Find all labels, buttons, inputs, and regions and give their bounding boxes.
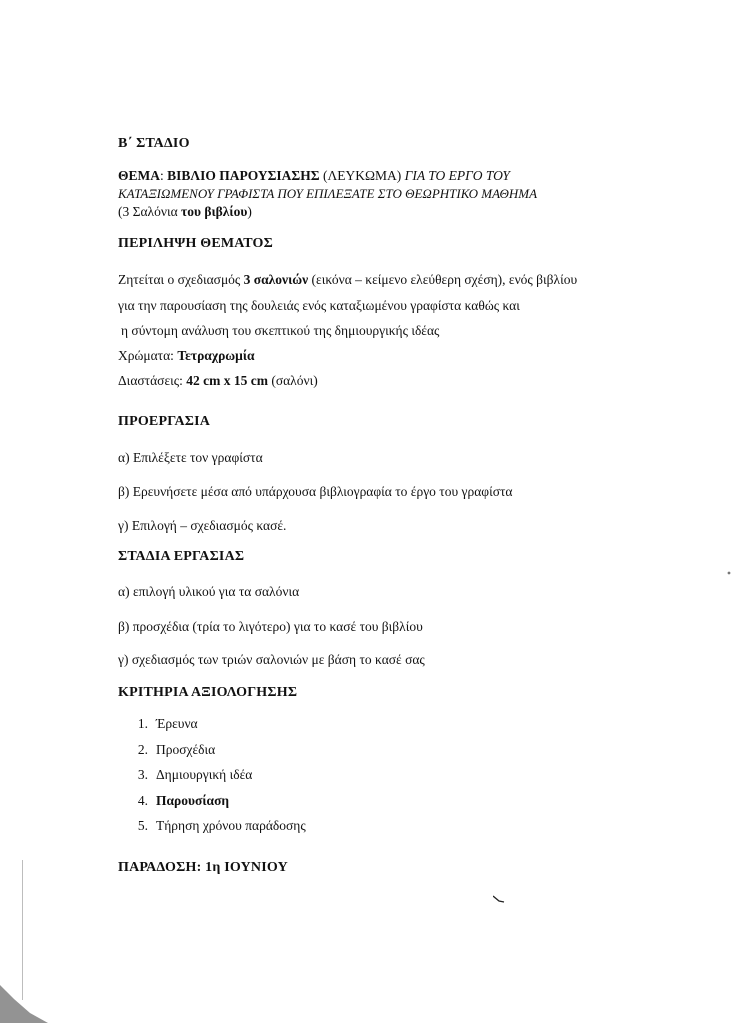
theme-spreads: (3 Σαλόνια του βιβλίου) [118,204,252,219]
prework-item-a: α) Επιλέξετε τον γραφίστα [118,450,263,465]
list-item: 5. Τήρηση χρόνου παράδοσης [137,818,306,833]
list-item: 1. Έρευνα [137,716,198,731]
stages-item-b: β) προσχέδια (τρία το λιγότερο) για το κασέ του βιβλίου [118,619,423,634]
prework-item-c: γ) Επιλογή – σχεδιασμός κασέ. [118,518,287,533]
summary-line-2: για την παρουσίαση της δουλειάς ενός καταξιωμένου γραφίστα καθώς και [118,298,520,313]
stages-heading: ΣΤΑΔΙΑ ΕΡΓΑΣΙΑΣ [118,549,245,564]
prework-heading: ΠΡΟΕΡΓΑΣΙΑ [118,414,211,429]
summary-line-1: Ζητείται ο σχεδιασμός 3 σαλονιών (εικόνα – κείμενο ελεύθερη σχέση), ενός βιβλίου [118,272,578,287]
criteria-heading: ΚΡΙΤΗΡΙΑ ΑΞΙΟΛΟΓΗΣΗΣ [118,685,298,700]
theme-paren: (ΛΕΥΚΩΜΑ) [322,168,402,183]
scan-corner-mark [0,985,50,1023]
criteria-list [118,716,306,844]
theme-title: ΒΙΒΛΙΟ ΠΑΡΟΥΣΙΑΣΗΣ [167,168,320,183]
prework-item-b: β) Ερευνήσετε μέσα από υπάρχουσα βιβλιογραφία το έργο του γραφίστα [118,484,513,499]
summary-line-3: η σύντομη ανάλυση του σκεπτικού της δημιουργικής ιδέας [121,323,440,338]
theme-italic-2: ΚΑΤΑΞΙΩΜΕΝΟΥ ΓΡΑΦΙΣΤΑ ΠΟΥ ΕΠΙΛΕΞΑΤΕ ΣΤΟ ΘΕΩΡΗΤΙΚΟ ΜΑΘΗΜΑ [118,186,538,201]
summary-dimensions: Διαστάσεις: 42 cm x 15 cm (σαλόνι) [118,373,318,388]
theme-label: ΘΕΜΑ [118,168,160,183]
list-item: 2. Προσχέδια [137,741,216,757]
delivery-date: ΠΑΡΑΔΟΣΗ: 1η ΙΟΥΝΙΟΥ [118,860,288,875]
list-item: 4. Παρουσίαση [137,792,230,808]
theme-line: ΘΕΜΑ: ΒΙΒΛΙΟ ΠΑΡΟΥΣΙΑΣΗΣ (ΛΕΥΚΩΜΑ) ΓΙΑ ΤΟ ΕΡΓΟ ΤΟΥ [118,168,510,183]
scan-speck [493,895,505,903]
list-item: 3. Δημιουργική ιδέα [137,767,253,782]
theme-italic-1: ΓΙΑ ΤΟ ΕΡΓΟ ΤΟΥ [404,168,510,183]
stages-item-a: α) επιλογή υλικού για τα σαλόνια [118,584,300,599]
scan-edge-line [22,860,23,1000]
summary-heading: ΠΕΡΙΛΗΨΗ ΘΕΜΑΤΟΣ [118,236,273,251]
summary-colors: Χρώματα: Τετραχρωμία [118,348,255,363]
stages-item-c: γ) σχεδιασμός των τριών σαλονιών με βάση το κασέ σας [118,652,425,667]
scan-dot [725,570,733,576]
stage-heading: Β΄ ΣΤΑΔΙΟ [118,136,190,151]
